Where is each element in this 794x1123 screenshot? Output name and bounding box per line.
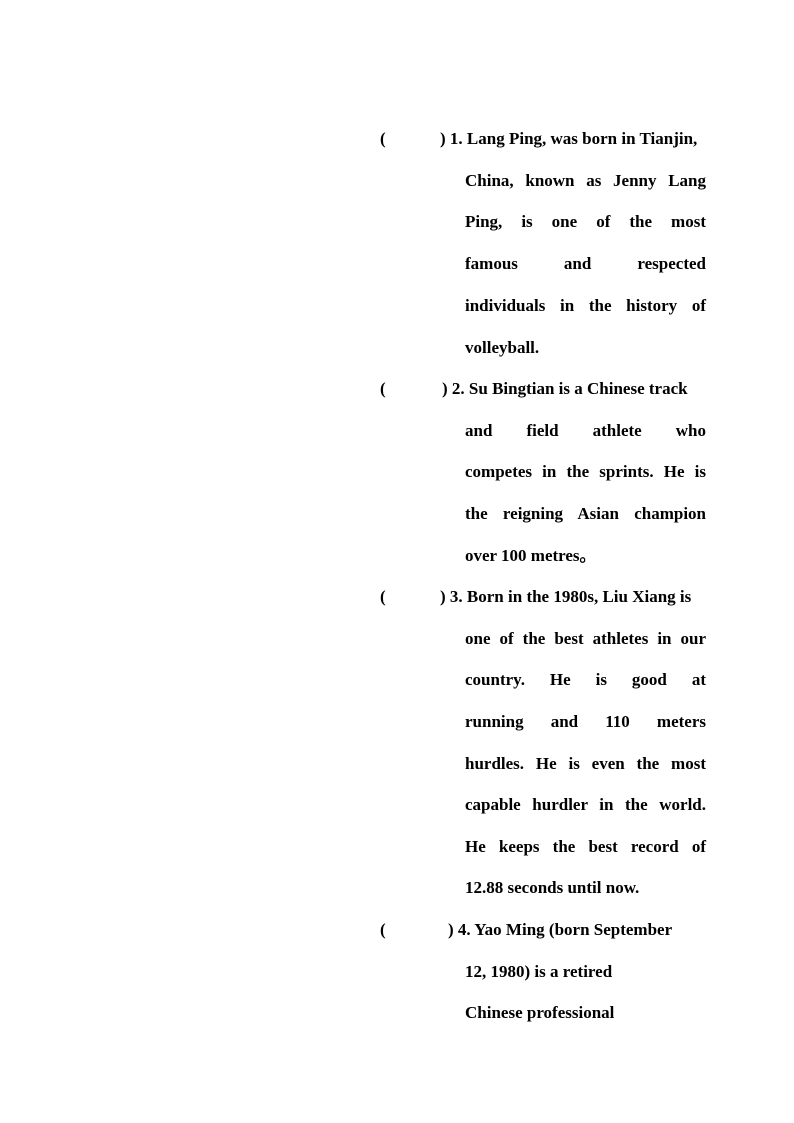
answer-blank[interactable] [400, 587, 440, 607]
question-3-line-5: hurdles. He is even the most [465, 754, 706, 773]
question-1-line-2: China, known as Jenny Lang [465, 171, 706, 190]
answer-paren-open: ( [380, 379, 386, 398]
answer-blank[interactable] [400, 379, 442, 399]
answer-paren-close: ) [440, 587, 446, 606]
question-3-line-4: running and 110 meters [465, 712, 706, 731]
question-1-line-6: volleyball. [465, 338, 540, 357]
question-3-line-8: 12.88 seconds until now. [465, 878, 640, 897]
question-1-line-5: individuals in the history of [465, 296, 706, 315]
question-text: 3. Born in the 1980s, Liu Xiang is [449, 587, 692, 606]
question-2-line-5: over 100 metres。 [465, 546, 597, 565]
question-4-line-2: 12, 1980) is a retired [465, 962, 613, 981]
question-4-line-3: Chinese professional [465, 1003, 615, 1022]
answer-paren-open: ( [380, 129, 386, 148]
question-text: 2. Su Bingtian is a Chinese track [451, 379, 688, 398]
question-1-first-line [380, 129, 710, 149]
answer-paren-close: ) [442, 379, 448, 398]
answer-paren-open: ( [380, 587, 386, 606]
question-2-first-line [380, 379, 710, 399]
question-3-line-3: country. He is good at [465, 670, 706, 689]
answer-paren-open: ( [380, 920, 386, 939]
question-text: 4. Yao Ming (born September [457, 920, 673, 939]
question-4-first-line [380, 920, 710, 940]
answer-paren-close: ) [440, 129, 446, 148]
question-1-line-3: Ping, is one of the most [465, 212, 706, 231]
question-3-line-2: one of the best athletes in our [465, 629, 706, 648]
answer-blank[interactable] [400, 129, 440, 149]
question-text: 1. Lang Ping, was born in Tianjin, [449, 129, 698, 148]
answer-blank[interactable] [400, 920, 448, 940]
question-2-line-4: the reigning Asian champion [465, 504, 706, 523]
question-3-line-7: He keeps the best record of [465, 837, 706, 856]
question-1-line-4: famous and respected [465, 254, 706, 273]
question-2-line-2: and field athlete who [465, 421, 706, 440]
question-3-first-line [380, 587, 710, 607]
answer-paren-close: ) [448, 920, 454, 939]
question-3-line-6: capable hurdler in the world. [465, 795, 706, 814]
question-2-line-3: competes in the sprints. He is [465, 462, 706, 481]
